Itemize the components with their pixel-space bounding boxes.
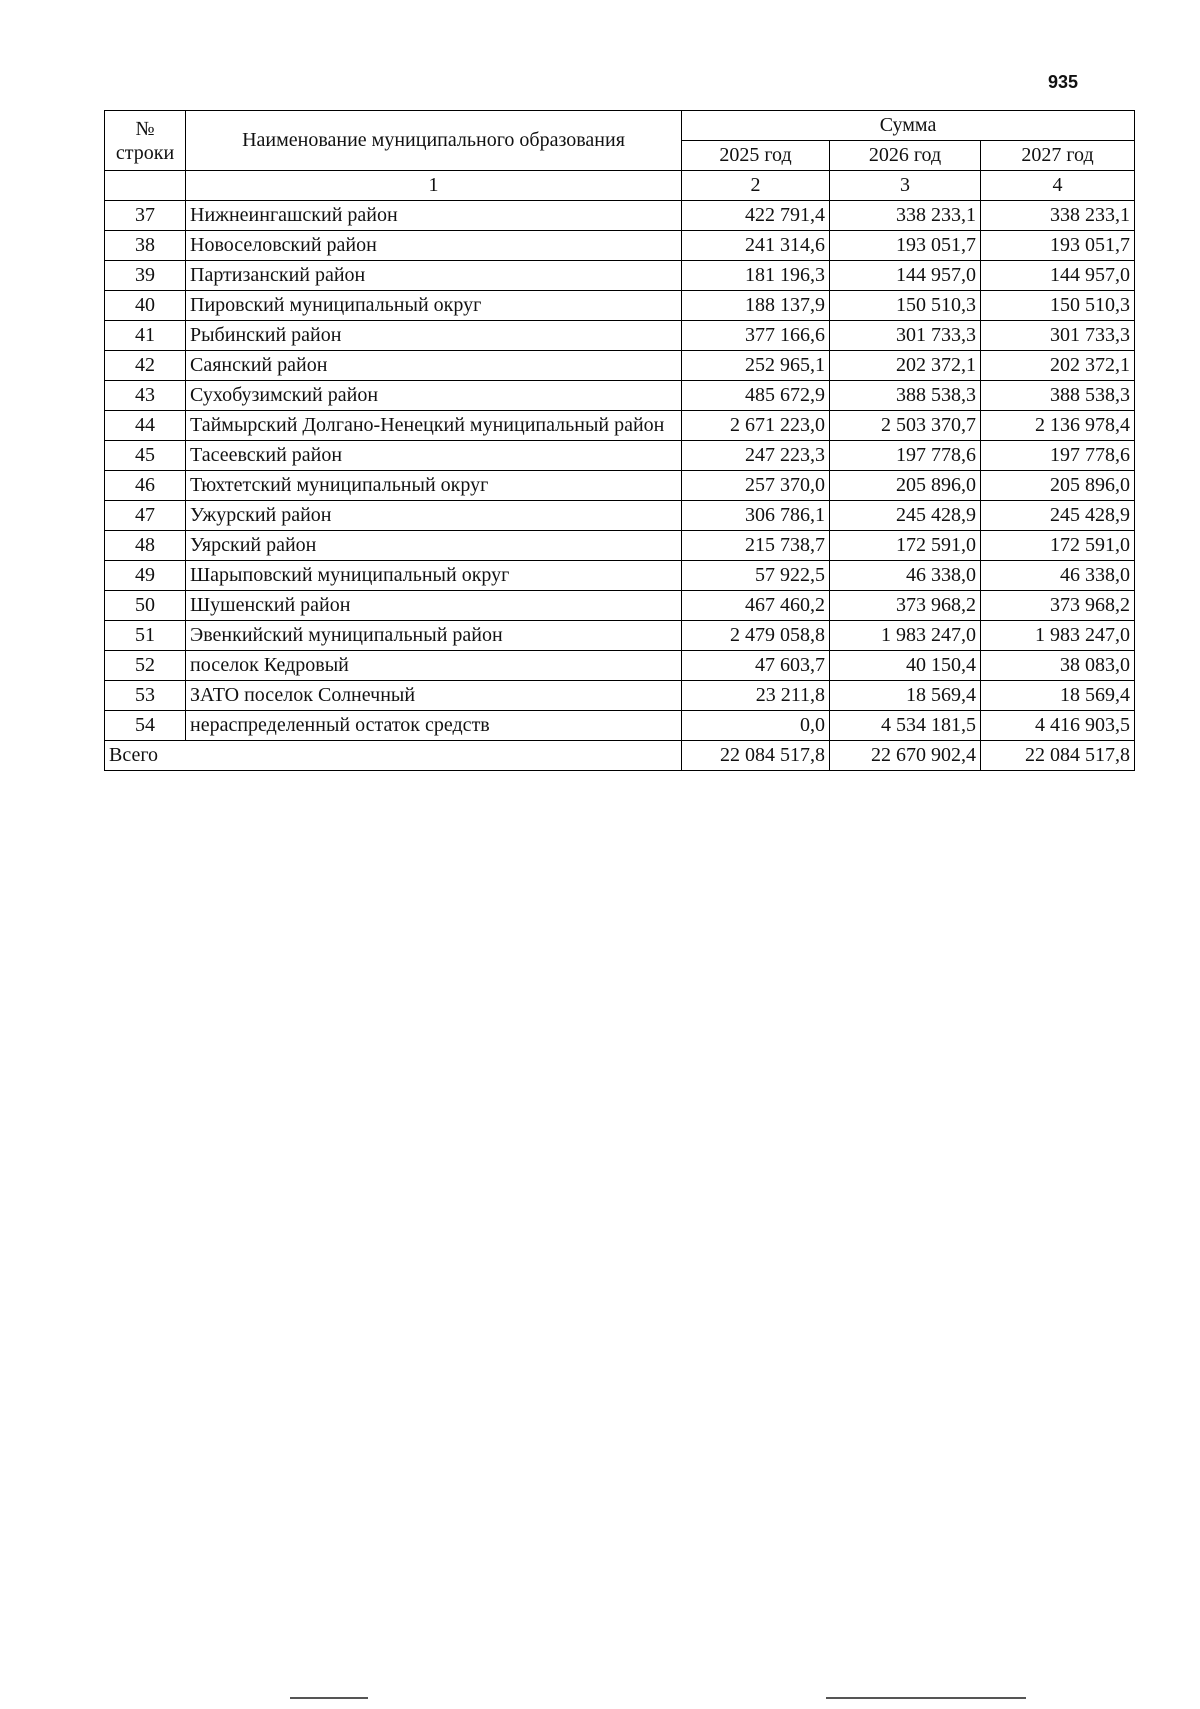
amount-2026: 4 534 181,5 bbox=[830, 711, 981, 741]
row-number: 47 bbox=[105, 501, 186, 531]
year-header-2026: 2026 год bbox=[830, 141, 981, 171]
column-index: 3 bbox=[830, 171, 981, 201]
amount-2026: 18 569,4 bbox=[830, 681, 981, 711]
column-index-row bbox=[105, 171, 1135, 201]
amount-2027: 301 733,3 bbox=[981, 321, 1135, 351]
municipality-name: Шушенский район bbox=[186, 591, 682, 621]
table-row bbox=[105, 531, 1135, 561]
row-number: 49 bbox=[105, 561, 186, 591]
amount-2026: 40 150,4 bbox=[830, 651, 981, 681]
amount-2025: 257 370,0 bbox=[682, 471, 830, 501]
row-number: 46 bbox=[105, 471, 186, 501]
amount-2027: 172 591,0 bbox=[981, 531, 1135, 561]
row-number: 43 bbox=[105, 381, 186, 411]
amount-2027: 46 338,0 bbox=[981, 561, 1135, 591]
amount-2027: 373 968,2 bbox=[981, 591, 1135, 621]
row-number: 37 bbox=[105, 201, 186, 231]
amount-2026: 245 428,9 bbox=[830, 501, 981, 531]
amount-2025: 47 603,7 bbox=[682, 651, 830, 681]
amount-2026: 373 968,2 bbox=[830, 591, 981, 621]
row-number: 50 bbox=[105, 591, 186, 621]
municipality-name: Тасеевский район bbox=[186, 441, 682, 471]
amount-2026: 202 372,1 bbox=[830, 351, 981, 381]
row-number: 41 bbox=[105, 321, 186, 351]
amount-2025: 215 738,7 bbox=[682, 531, 830, 561]
table-row bbox=[105, 321, 1135, 351]
municipality-name: Тюхтетский муниципальный округ bbox=[186, 471, 682, 501]
municipality-name: ЗАТО поселок Солнечный bbox=[186, 681, 682, 711]
row-number: 44 bbox=[105, 411, 186, 441]
amount-2025: 377 166,6 bbox=[682, 321, 830, 351]
municipality-name: Эвенкийский муниципальный район bbox=[186, 621, 682, 651]
row-number: 45 bbox=[105, 441, 186, 471]
amount-2025: 241 314,6 bbox=[682, 231, 830, 261]
amount-2026: 46 338,0 bbox=[830, 561, 981, 591]
row-number: 53 bbox=[105, 681, 186, 711]
amount-2025: 252 965,1 bbox=[682, 351, 830, 381]
municipality-name: Новоселовский район bbox=[186, 231, 682, 261]
table-row bbox=[105, 681, 1135, 711]
amount-2025: 422 791,4 bbox=[682, 201, 830, 231]
footer-rule-left bbox=[290, 1697, 368, 1699]
amount-2027: 2 136 978,4 bbox=[981, 411, 1135, 441]
amount-2026: 205 896,0 bbox=[830, 471, 981, 501]
amount-2026: 193 051,7 bbox=[830, 231, 981, 261]
amount-2026: 338 233,1 bbox=[830, 201, 981, 231]
amount-2027: 144 957,0 bbox=[981, 261, 1135, 291]
row-number: 39 bbox=[105, 261, 186, 291]
amount-2026: 388 538,3 bbox=[830, 381, 981, 411]
amount-2025: 247 223,3 bbox=[682, 441, 830, 471]
municipality-name: Нижнеингашский район bbox=[186, 201, 682, 231]
amount-2026: 197 778,6 bbox=[830, 441, 981, 471]
municipality-name: Шарыповский муниципальный округ bbox=[186, 561, 682, 591]
amount-2027: 388 538,3 bbox=[981, 381, 1135, 411]
table-row bbox=[105, 261, 1135, 291]
column-index: 4 bbox=[981, 171, 1135, 201]
footer-rule-right bbox=[826, 1697, 1026, 1699]
table-row bbox=[105, 501, 1135, 531]
table-row bbox=[105, 711, 1135, 741]
total-2026: 22 670 902,4 bbox=[830, 741, 981, 771]
total-label: Всего bbox=[105, 741, 682, 771]
amount-2025: 2 671 223,0 bbox=[682, 411, 830, 441]
amount-2025: 181 196,3 bbox=[682, 261, 830, 291]
total-2027: 22 084 517,8 bbox=[981, 741, 1135, 771]
amount-2025: 188 137,9 bbox=[682, 291, 830, 321]
amount-2025: 23 211,8 bbox=[682, 681, 830, 711]
table-header bbox=[105, 111, 1135, 201]
amount-2027: 245 428,9 bbox=[981, 501, 1135, 531]
table-row bbox=[105, 441, 1135, 471]
table-row bbox=[105, 201, 1135, 231]
amount-2027: 193 051,7 bbox=[981, 231, 1135, 261]
name-header: Наименование муниципального образования bbox=[186, 111, 682, 171]
amount-2025: 485 672,9 bbox=[682, 381, 830, 411]
amount-2026: 2 503 370,7 bbox=[830, 411, 981, 441]
table-row bbox=[105, 231, 1135, 261]
row-number: 54 bbox=[105, 711, 186, 741]
amount-2027: 197 778,6 bbox=[981, 441, 1135, 471]
row-number: 48 bbox=[105, 531, 186, 561]
amount-2027: 18 569,4 bbox=[981, 681, 1135, 711]
row-number: 51 bbox=[105, 621, 186, 651]
table-row bbox=[105, 351, 1135, 381]
municipality-name: Таймырский Долгано-Ненецкий муниципальный район bbox=[186, 411, 682, 441]
column-index: 2 bbox=[682, 171, 830, 201]
amount-2027: 202 372,1 bbox=[981, 351, 1135, 381]
amount-2025: 467 460,2 bbox=[682, 591, 830, 621]
municipality-name: поселок Кедровый bbox=[186, 651, 682, 681]
column-index: 1 bbox=[186, 171, 682, 201]
row-number: 42 bbox=[105, 351, 186, 381]
year-header-2027: 2027 год bbox=[981, 141, 1135, 171]
amount-2027: 38 083,0 bbox=[981, 651, 1135, 681]
row-number: 52 bbox=[105, 651, 186, 681]
municipality-name: Сухобузимский район bbox=[186, 381, 682, 411]
amount-2027: 205 896,0 bbox=[981, 471, 1135, 501]
amount-2026: 144 957,0 bbox=[830, 261, 981, 291]
amount-2025: 57 922,5 bbox=[682, 561, 830, 591]
table-row bbox=[105, 621, 1135, 651]
amount-2025: 2 479 058,8 bbox=[682, 621, 830, 651]
year-header-2025: 2025 год bbox=[682, 141, 830, 171]
table-body bbox=[105, 201, 1135, 741]
column-index bbox=[105, 171, 186, 201]
table-row bbox=[105, 591, 1135, 621]
table-row bbox=[105, 291, 1135, 321]
budget-table bbox=[104, 110, 1135, 771]
municipality-name: Ужурский район bbox=[186, 501, 682, 531]
amount-2025: 0,0 bbox=[682, 711, 830, 741]
amount-2027: 338 233,1 bbox=[981, 201, 1135, 231]
amount-2027: 1 983 247,0 bbox=[981, 621, 1135, 651]
municipality-name: Партизанский район bbox=[186, 261, 682, 291]
table-row bbox=[105, 411, 1135, 441]
municipality-name: Уярский район bbox=[186, 531, 682, 561]
table-row bbox=[105, 471, 1135, 501]
page-number: 935 bbox=[1048, 72, 1079, 92]
municipality-name: Пировский муниципальный округ bbox=[186, 291, 682, 321]
row-number: 40 bbox=[105, 291, 186, 321]
sum-header: Сумма bbox=[682, 111, 1135, 141]
amount-2027: 4 416 903,5 bbox=[981, 711, 1135, 741]
amount-2027: 150 510,3 bbox=[981, 291, 1135, 321]
table-row bbox=[105, 561, 1135, 591]
municipality-name: Саянский район bbox=[186, 351, 682, 381]
amount-2026: 1 983 247,0 bbox=[830, 621, 981, 651]
amount-2025: 306 786,1 bbox=[682, 501, 830, 531]
total-row bbox=[105, 741, 1135, 771]
amount-2026: 150 510,3 bbox=[830, 291, 981, 321]
amount-2026: 172 591,0 bbox=[830, 531, 981, 561]
row-number-header: № строки bbox=[105, 111, 186, 171]
table-row bbox=[105, 651, 1135, 681]
total-2025: 22 084 517,8 bbox=[682, 741, 830, 771]
row-number: 38 bbox=[105, 231, 186, 261]
municipality-name: нераспределенный остаток средств bbox=[186, 711, 682, 741]
municipality-name: Рыбинский район bbox=[186, 321, 682, 351]
amount-2026: 301 733,3 bbox=[830, 321, 981, 351]
table-row bbox=[105, 381, 1135, 411]
